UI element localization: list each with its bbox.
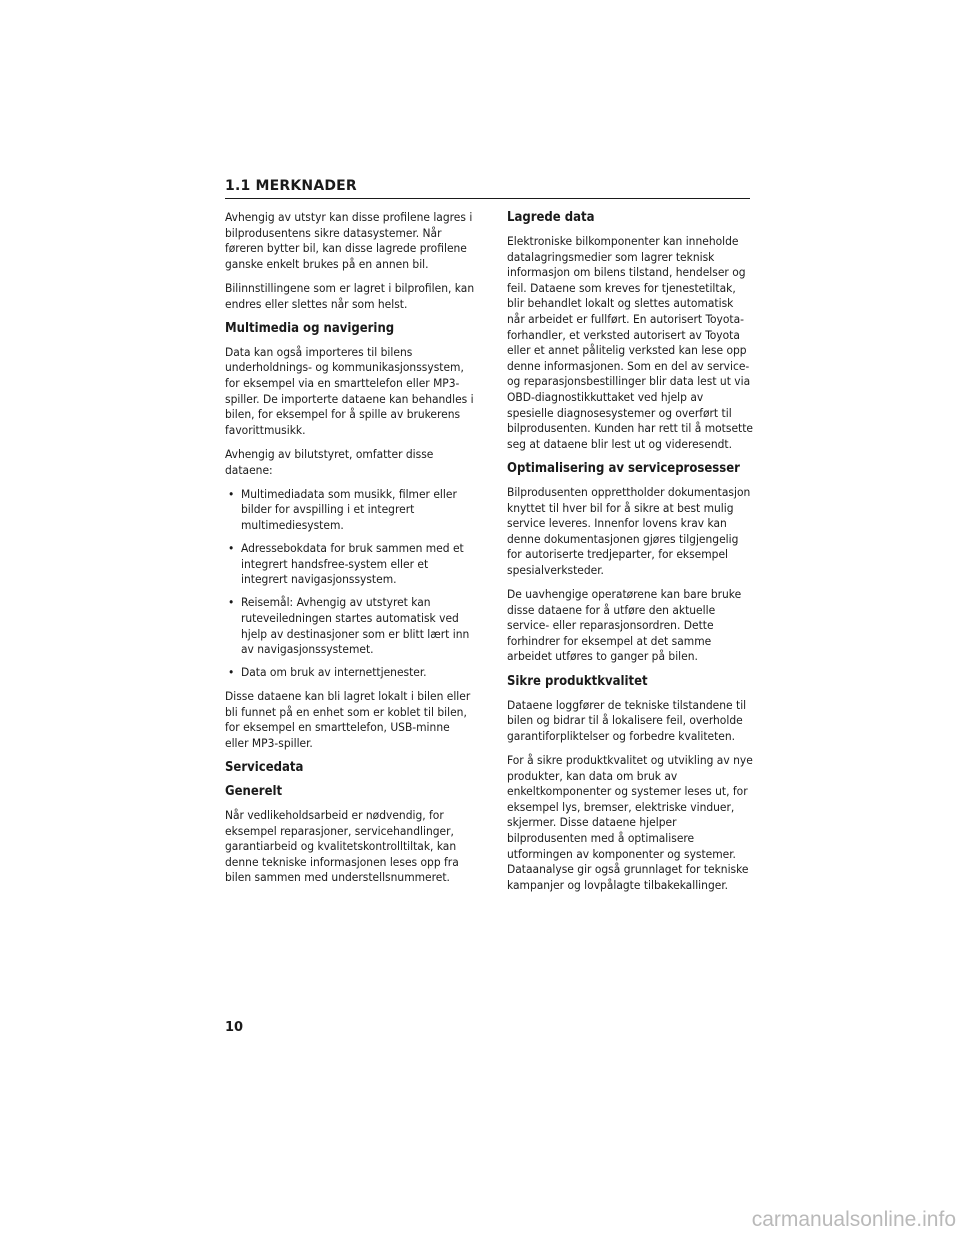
page-number: 10: [225, 1020, 244, 1035]
right-column: [507, 210, 753, 902]
section-title: 1.1 MERKNADER: [225, 178, 357, 194]
paragraph: Når vedlikeholdsarbeid er nødvendig, for eksempel reparasjoner, servicehandlinger, garantiarbeid og kvalitetskontrolltiltak, kan denne tekniske informasjonen leses opp fra bilen sammen med understellsnummeret.: [225, 807, 459, 885]
page-header: [225, 178, 750, 199]
list-item: • Data om bruk av internettjenester.: [225, 665, 475, 681]
paragraph: Disse dataene kan bli lagret lokalt i bilen eller bli funnet på en enhet som er koblet til bilen, for eksempel en smarttelefon, USB-minne eller MP3-spiller.: [225, 689, 471, 750]
paragraph: Bilinnstillingene som er lagret i bilprofilen, kan endres eller slettes når som helst.: [225, 280, 475, 311]
list-item: • Reisemål: Avhengig av utstyret kan ruteveiledningen startes automatisk ved hjelp av destinasjoner som er blitt lært inn av navigasjonssystemet.: [225, 595, 475, 657]
watermark: carmanualsonline.info: [751, 1208, 956, 1231]
paragraph: Elektroniske bilkomponenter kan inneholde datalagringsmedier som lagrer teknisk informasjon om bilens tilstand, hendelser og feil. Dataene som kreves for tjenestetiltak, blir behandlet lokalt og slettes automatisk når arbeidet er fullført. En autorisert Toyota-forhandler, et verksted autorisert av Toyota eller et annet pålitelig verksted kan lese opp denne informasjonen. Som en del av service- og reparasjonsbestillinger blir data lest ut via OBD-diagnostikkuttaket ved hjelp av spesielle diagnosesystemer og overført til bilprodusenten. Kunden har rett til å motsette seg at dataene blir lest ut og videresendt.: [507, 234, 754, 451]
left-column: [225, 210, 475, 895]
paragraph: For å sikre produktkvalitet og utvikling av nye produkter, kan data om bruk av enkeltkomponenter og systemer leses ut, for eksempel lys, bremser, elektriske vinduer, skjermer. Disse dataene hjelper bilprodusenten med å optimalisere utformingen av komponenter og systemer. Dataanalyse gir også grunnlaget for tekniske kampanjer og lovpålagte tilbakekallinger.: [507, 753, 753, 892]
bullet-list: [225, 487, 475, 681]
heading-optimalisering: Optimalisering av serviceprosesser: [507, 460, 740, 476]
heading-lagrede-data: Lagrede data: [507, 210, 595, 225]
paragraph: Avhengig av utstyr kan disse profilene lagres i bilprodusentens sikre datasystemer. Når føreren bytter bil, kan disse lagrede profilene ganske enkelt brukes på en annen bil.: [225, 210, 473, 271]
paragraph: De uavhengige operatørene kan bare bruke disse dataene for å utføre den aktuelle service- eller reparasjonsordren. Dette forhindrer for eksempel at det samme arbeidet utføres to ganger på bilen.: [507, 587, 742, 664]
heading-multimedia: Multimedia og navigering: [225, 320, 395, 336]
list-item: • Multimediadata som musikk, filmer eller bilder for avspilling i et integrert multimediesystem.: [225, 487, 475, 534]
paragraph: Dataene loggfører de tekniske tilstandene til bilen og bidrar til å lokalisere feil, overholde garantiforpliktelser og forbedre kvaliteten.: [507, 697, 747, 743]
paragraph: Data kan også importeres til bilens underholdnings- og kommunikasjonssystem, for eksempel via en smarttelefon eller MP3-spiller. De importerte dataene kan behandles i bilen, for eksempel for å spille av brukerens favorittmusikk.: [225, 344, 474, 437]
heading-sikre-produktkvalitet: Sikre produktkvalitet: [507, 673, 648, 689]
heading-generelt: Generelt: [225, 783, 283, 799]
list-item: • Adressebokdata for bruk sammen med et integrert handsfree-system eller et integrert navigasjonssystem.: [225, 541, 475, 588]
paragraph: Avhengig av bilutstyret, omfatter disse dataene:: [225, 446, 434, 477]
paragraph: Bilprodusenten opprettholder dokumentasjon knyttet til hver bil for å sikre at best mulig service leveres. Innenfor lovens krav kan denne dokumentasjonen gjøres tilgjengelig for autoriserte tredjeparter, for eksempel spesialverksteder.: [507, 484, 751, 577]
heading-servicedata: Servicedata: [225, 759, 304, 775]
